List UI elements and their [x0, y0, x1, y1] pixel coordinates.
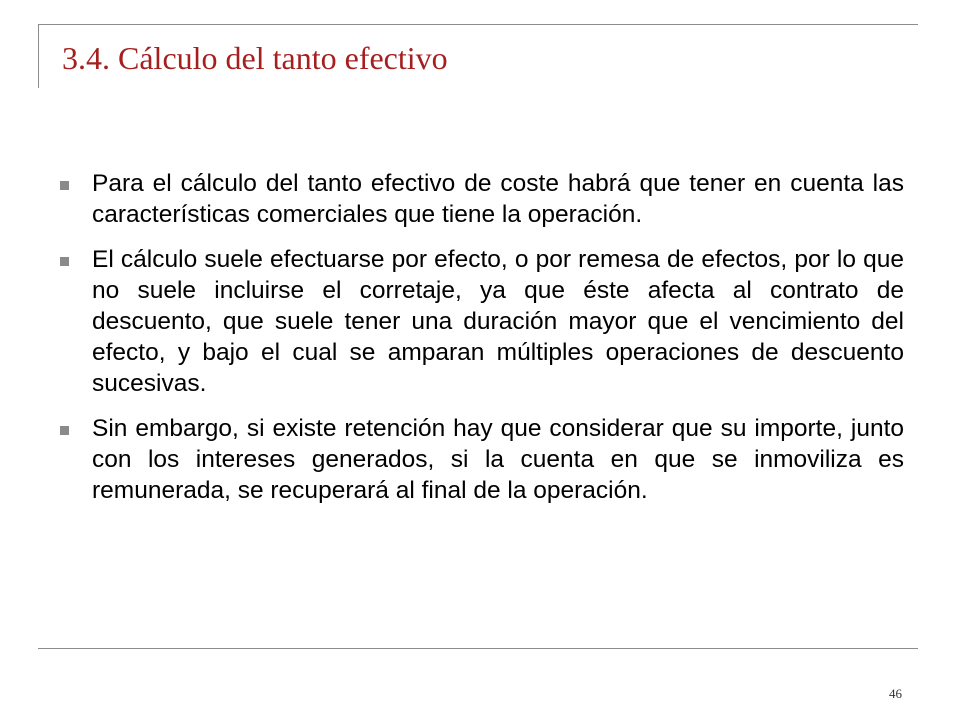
slide-title: 3.4. Cálculo del tanto efectivo [62, 40, 448, 76]
bullet-text: Sin embargo, si existe retención hay que considerar que su importe, junto con los intereses generados, si la cuenta en que se inmoviliza es remunerada, se recuperará al final de la operación. [92, 415, 904, 504]
bullet-item [58, 413, 904, 506]
bullet-item [58, 168, 904, 230]
bullet-list [58, 168, 904, 520]
title-left-rule [38, 24, 39, 88]
bullet-text: Para el cálculo del tanto efectivo de coste habrá que tener en cuenta las características comerciales que tiene la operación. [92, 170, 904, 228]
square-bullet-icon [60, 181, 69, 190]
bullet-item [58, 244, 904, 399]
page-number: 46 [889, 686, 902, 701]
title-top-rule [38, 24, 918, 25]
bullet-text: El cálculo suele efectuarse por efecto, o por remesa de efectos, por lo que no suele incluirse el corretaje, ya que éste afecta al contrato de descuento, que suele tener una duración mayor que el vencimiento del efecto, y bajo el cual se amparan múltiples operaciones de descuento sucesivas. [92, 246, 904, 397]
square-bullet-icon [60, 426, 69, 435]
footer-rule [38, 648, 918, 649]
square-bullet-icon [60, 257, 69, 266]
